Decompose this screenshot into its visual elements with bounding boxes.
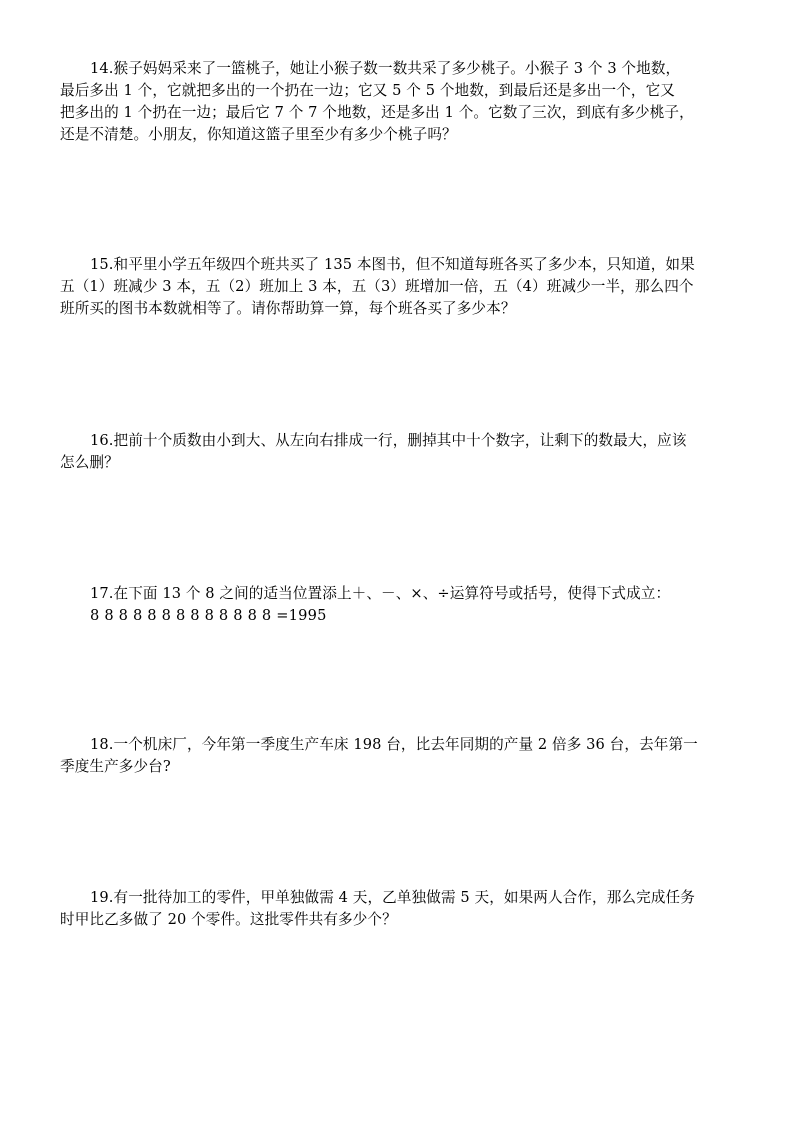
problem-16-line-2: 怎么删？ [60,454,119,471]
problem-16 [60,430,736,474]
problem-14 [60,58,736,146]
problem-19-line-2: 时甲比乙多做了 20 个零件。这批零件共有多少个？ [60,911,397,928]
problem-18-line-2: 季度生产多少台? [60,758,171,775]
problem-14-line-3: 把多出的 1 个扔在一边；最后它 7 个 7 个地数，还是多出 1 个。它数了三次，到底有多少桃子， [60,104,694,121]
problem-17-equation: 8 8 8 8 8 8 8 8 8 8 8 8 8 =1995 [90,607,327,624]
problem-15-line-3: 班所买的图书本数就相等了。请你帮助算一算，每个班各买了多少本？ [60,300,516,317]
problem-16-line-1: 16.把前十个质数由小到大、从左向右排成一行，删掉其中十个数字，让剩下的数最大，应该 [90,432,687,449]
problem-14-line-1: 14.猴子妈妈采来了一篮桃子，她让小猴子数一数共采了多少桃子。小猴子 3 个 3 个地数， [90,60,681,77]
problem-14-line-4: 还是不清楚。小朋友，你知道这篮子里至少有多少个桃子吗？ [60,126,457,143]
problem-18-line-1: 18.一个机床厂，今年第一季度生产车床 198 台，比去年同期的产量 2 倍多 36 台，去年第一 [90,736,698,753]
problem-15-line-2: 五（1）班减少 3 本，五（2）班加上 3 本，五（3）班增加一倍，五（4）班减少一半，那么四个 [60,278,694,295]
problem-18 [60,734,736,778]
problem-15-line-1: 15.和平里小学五年级四个班共买了 135 本图书，但不知道每班各买了多少本，只知道，如果 [90,256,695,273]
problem-17 [60,583,736,627]
problem-17-line-1: 17.在下面 13 个 8 之间的适当位置添上＋、－、×、÷运算符号或括号，使得下式成立： [90,585,671,602]
problem-15 [60,254,736,320]
problem-19 [60,887,736,931]
problem-19-line-1: 19.有一批待加工的零件，甲单独做需 4 天，乙单独做需 5 天，如果两人合作，那么完成任务 [90,889,695,906]
problem-14-line-2: 最后多出 1 个，它就把多出的一个扔在一边；它又 5 个 5 个地数，到最后还是多出一个，它又 [60,82,675,99]
